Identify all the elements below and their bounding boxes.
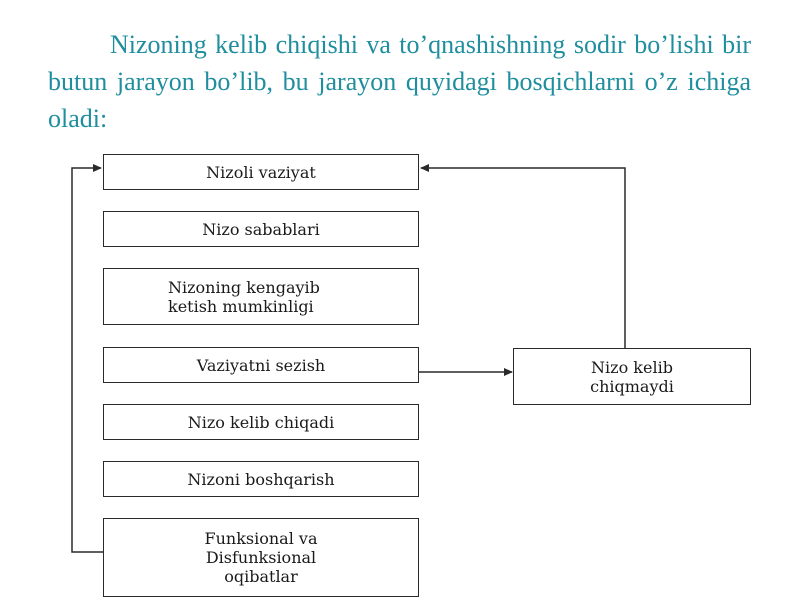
chiqmaydi-to-nizoli-arrow bbox=[421, 168, 625, 348]
stage-box-nizo-kelib-chiqadi: Nizo kelib chiqadi bbox=[103, 404, 419, 440]
stage-box-kengayib-ketish: Nizoning kengayib ketish mumkinligi bbox=[103, 268, 419, 325]
stage-box-vaziyatni-sezish: Vaziyatni sezish bbox=[103, 347, 419, 383]
stage-box-nizoli-vaziyat: Nizoli vaziyat bbox=[103, 154, 419, 190]
stage-box-nizo-sabablari: Nizo sabablari bbox=[103, 211, 419, 247]
side-box-nizo-kelib-chiqmaydi: Nizo kelib chiqmaydi bbox=[513, 348, 751, 405]
intro-paragraph: Nizoning kelib chiqishi va to’qnashishning sodir bo’lishi bir butun jarayon bo’lib, bu jarayon quyidagi bosqichlarni o’z ichiga oladi: bbox=[48, 30, 751, 133]
feedback-loop-arrow bbox=[72, 168, 103, 552]
stage-box-oqibatlar: Funksional va Disfunksional oqibatlar bbox=[103, 518, 419, 597]
stage-box-nizoni-boshqarish: Nizoni boshqarish bbox=[103, 461, 419, 497]
